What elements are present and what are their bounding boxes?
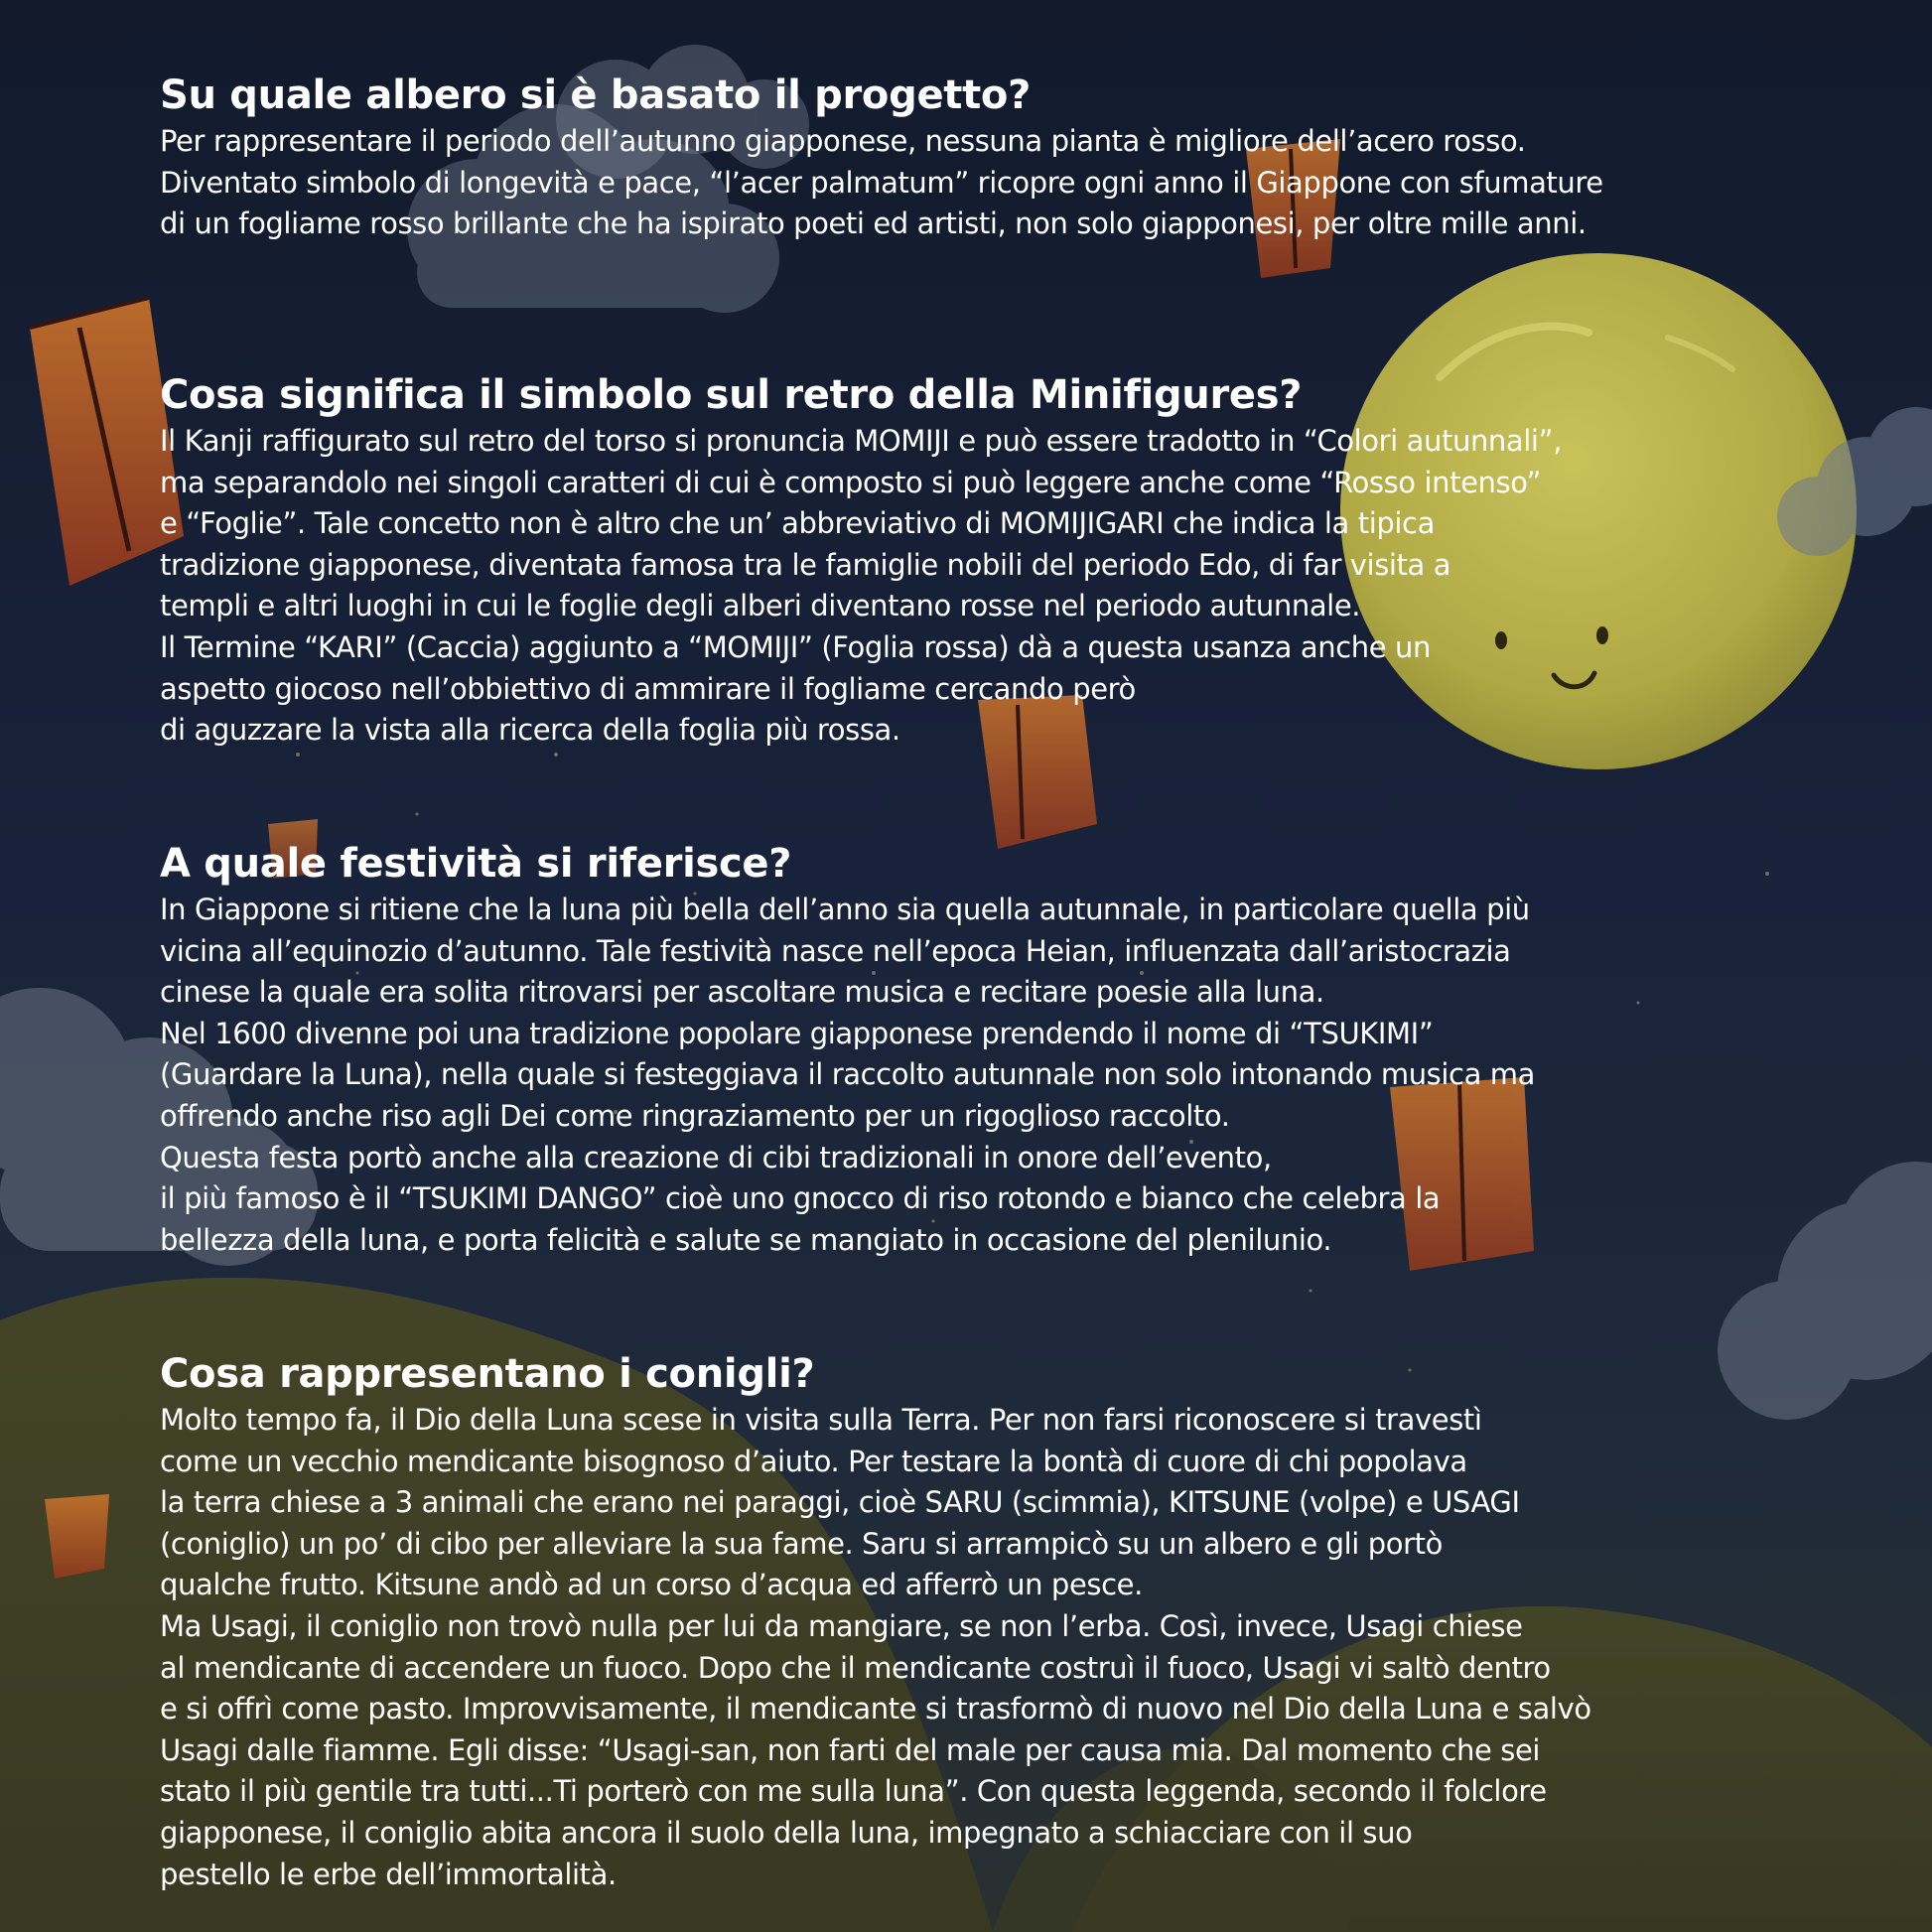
body-line: Ma Usagi, il coniglio non trovò nulla per lui da mangiare, se non l’erba. Così, invece, Usagi chiese xyxy=(160,1608,1523,1643)
body-line: aspetto giocoso nell’obbiettivo di ammirare il fogliame cercando però xyxy=(160,671,1136,706)
body-line: di un fogliame rosso brillante che ha ispirato poeti ed artisti, non solo giapponesi, per oltre mille anni. xyxy=(160,207,1587,241)
section-simbolo xyxy=(160,369,1562,752)
section-albero xyxy=(160,69,1603,245)
body-line: bellezza della luna, e porta felicità e salute se mangiato in occasione del plenilunio. xyxy=(160,1222,1332,1257)
section-conigli xyxy=(160,1348,1591,1895)
body-line: In Giappone si ritiene che la luna più bella dell’anno sia quella autunnale, in particolare quella più xyxy=(160,893,1530,926)
body-line: qualche frutto. Kitsune andò ad un corso d’acqua ed afferrò un pesce. xyxy=(160,1568,1143,1602)
section-body xyxy=(160,890,1535,1261)
body-line: (Guardare la Luna), nella quale si festeggiava il raccolto autunnale non solo intonando musica ma xyxy=(160,1057,1535,1092)
body-line: come un vecchio mendicante bisognoso d’aiuto. Per testare la bontà di cuore di chi popolava xyxy=(160,1444,1467,1478)
body-line: pestello le erbe dell’immortalità. xyxy=(160,1857,617,1891)
moon-eye-right xyxy=(1596,626,1608,644)
lantern-left-small xyxy=(45,1494,109,1579)
body-line: di aguzzare la vista alla ricerca della foglia più rossa. xyxy=(160,713,900,748)
body-line: tradizione giapponese, diventata famosa tra le famiglie nobili del periodo Edo, di far visita a xyxy=(160,547,1451,582)
section-body xyxy=(160,421,1562,752)
body-line: stato il più gentile tra tutti...Ti porterò con me sulla luna”. Con questa leggenda, secondo il folclore xyxy=(160,1774,1547,1809)
body-line: Molto tempo fa, il Dio della Luna scese in visita sulla Terra. Per non farsi riconoscere si travestì xyxy=(160,1403,1482,1437)
body-line: Il Termine “KARI” (Caccia) aggiunto a “MOMIJI” (Foglia rossa) dà a questa usanza anche un xyxy=(160,629,1431,664)
body-line: Nel 1600 divenne poi una tradizione popolare giapponese prendendo il nome di “TSUKIMI” xyxy=(160,1016,1434,1050)
body-line: al mendicante di accendere un fuoco. Dopo che il mendicante costruì il fuoco, Usagi vi saltò dentro xyxy=(160,1650,1551,1685)
body-line: Usagi dalle fiamme. Egli disse: “Usagi-san, non farti del male per causa mia. Dal momento che sei xyxy=(160,1732,1541,1767)
body-line: giapponese, il coniglio abita ancora il suolo della luna, impegnato a schiacciare con il suo xyxy=(160,1815,1413,1850)
section-body xyxy=(160,1400,1591,1895)
section-title: Cosa significa il simbolo sul retro della Minifigures? xyxy=(160,372,1303,418)
body-line: la terra chiese a 3 animali che erano nei paraggi, cioè SARU (scimmia), KITSUNE (volpe) e USAGI xyxy=(160,1485,1520,1520)
body-line: e “Foglie”. Tale concetto non è altro che un’ abbreviativo di MOMIJIGARI che indica la tipica xyxy=(160,506,1435,541)
section-title: A quale festività si riferisce? xyxy=(160,841,792,887)
body-line: (coniglio) un po’ di cibo per alleviare la sua fame. Saru si arrampicò su un albero e gli portò xyxy=(160,1526,1443,1561)
section-body xyxy=(160,121,1603,245)
body-line: templi e altri luoghi in cui le foglie degli alberi diventano rosse nel periodo autunnale. xyxy=(160,589,1361,623)
body-line: vicina all’equinozio d’autunno. Tale festività nasce nell’epoca Heian, influenzata dall’aristocrazia xyxy=(160,933,1511,968)
body-line: cinese la quale era solita ritrovarsi per ascoltare musica e recitare poesie alla luna. xyxy=(160,975,1324,1010)
section-festivita xyxy=(160,838,1535,1261)
body-line: offrendo anche riso agli Dei come ringraziamento per un rigoglioso raccolto. xyxy=(160,1098,1230,1133)
body-line: Per rappresentare il periodo dell’autunno giapponese, nessuna pianta è migliore dell’acero rosso. xyxy=(160,124,1526,158)
body-line: e si offrì come pasto. Improvvisamente, il mendicante si trasformò di nuovo nel Dio della Luna e salvò xyxy=(160,1692,1591,1726)
body-line: Il Kanji raffigurato sul retro del torso si pronuncia MOMIJI e può essere tradotto in “Colori autunnali”, xyxy=(160,424,1563,458)
body-line: il più famoso è il “TSUKIMI DANGO” cioè uno gnocco di riso rotondo e bianco che celebra la xyxy=(160,1181,1441,1216)
body-line: Questa festa portò anche alla creazione di cibi tradizionali in onore dell’evento, xyxy=(160,1140,1272,1174)
section-title: Cosa rappresentano i conigli? xyxy=(160,1351,815,1397)
body-line: ma separandolo nei singoli caratteri di cui è composto si può leggere anche come “Rosso intenso” xyxy=(160,465,1542,499)
section-title: Su quale albero si è basato il progetto? xyxy=(160,72,1032,118)
body-line: Diventato simbolo di longevità e pace, “l’acer palmatum” ricopre ogni anno il Giappone con sfumature xyxy=(160,165,1603,200)
